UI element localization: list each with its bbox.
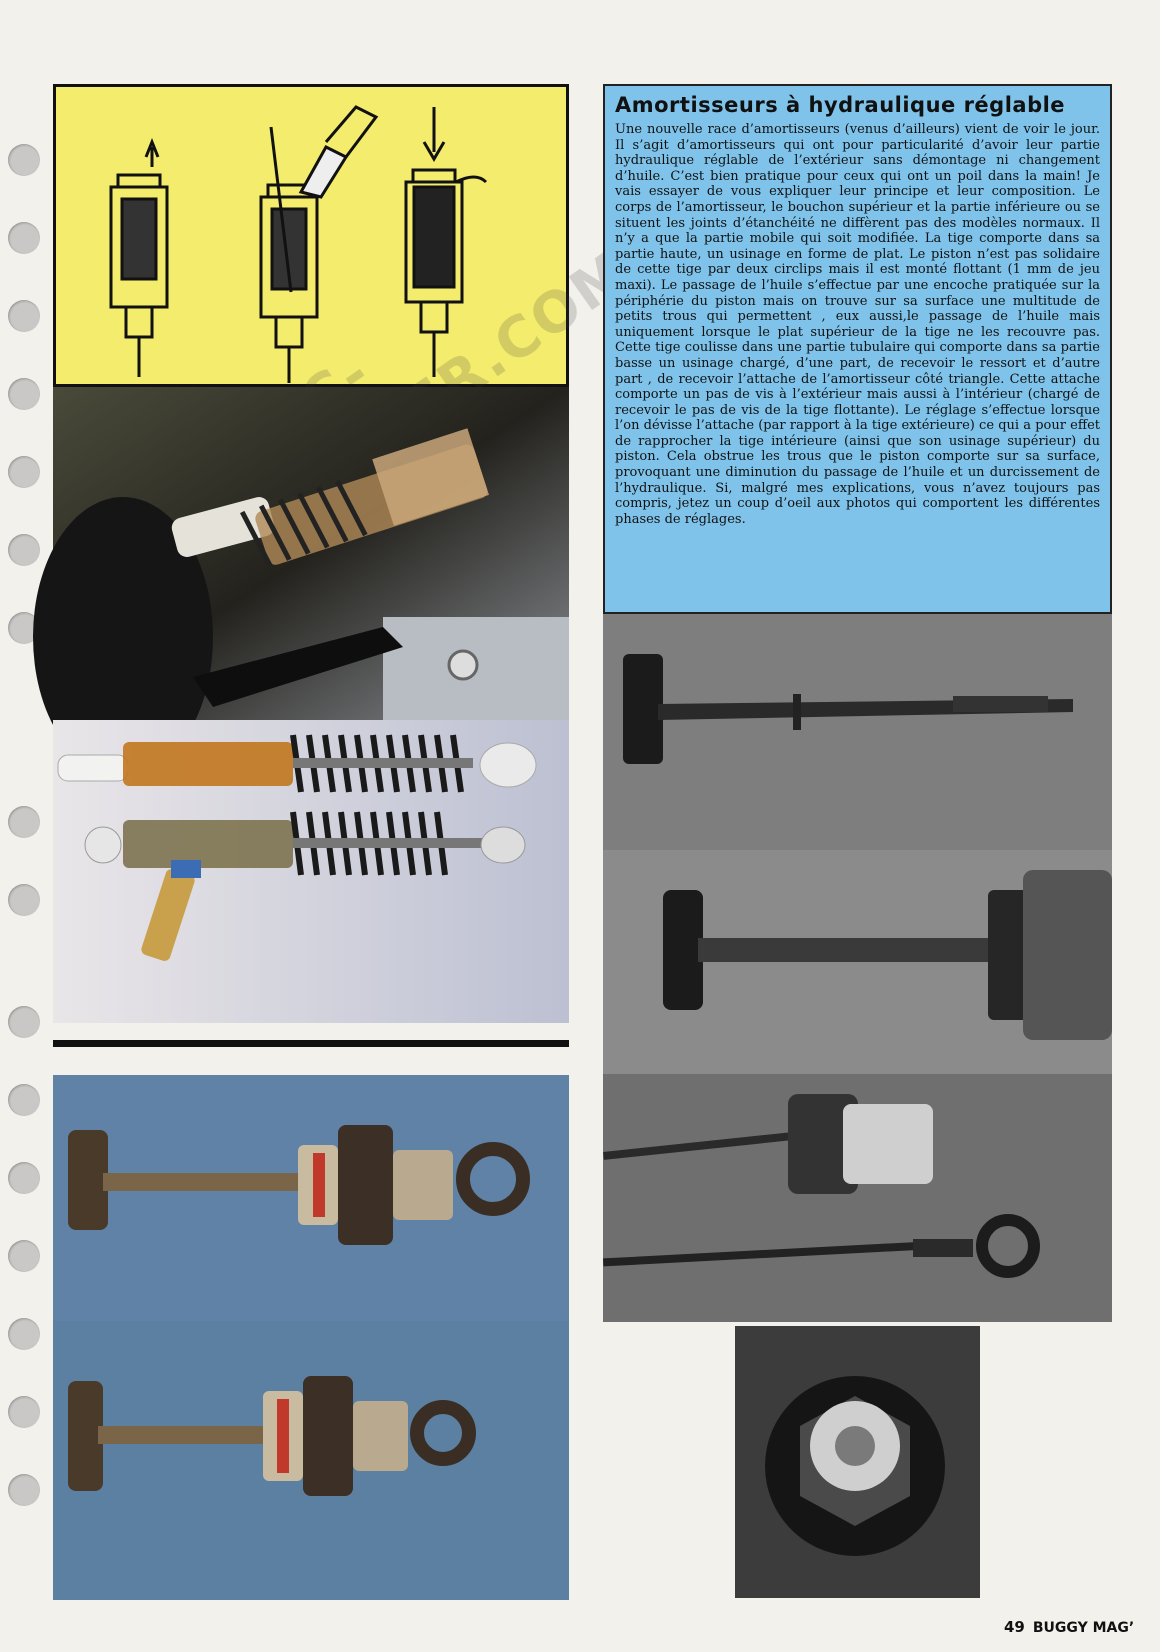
binder-hole (8, 1084, 40, 1116)
photo-shaft-adjuster-2 (53, 1321, 569, 1600)
binder-hole (8, 1474, 40, 1506)
photo-bw-threaded-attachment (603, 1074, 1112, 1322)
article-box (603, 84, 1112, 614)
binder-hole (8, 1318, 40, 1350)
magazine-name: BUGGY MAG’ (1032, 1620, 1135, 1636)
article-body: Une nouvelle race d’amortisseurs (venus d’ailleurs) vient de voir le jour. Il s’agit d’amortisseurs qui ont pour particularité d’avoir leur partie hydraulique réglable de l’extérieur sans démontage ni changement d’huile. C’est bien pratique pour ceux qui ont un poil dans la main! Je vais essayer de vous expliquer leur principe et leur composition. Le corps de l’amortisseur, le bouchon supérieur et la partie inférieure ou se situent les joints d’étanchéité ne diffèrent pas des modèles normaux. Il n’y a que la partie mobile qui soit modifiée. La tige comporte dans sa partie haute, un usinage en forme de plat. Le piston n’est pas solidaire de cette tige par deux circlips mais il est monté flottant (1 mm de jeu maxi). Le passage de l’huile s’effectue par une encoche pratiquée sur la périphérie du piston mais on trouve sur sa surface une multitude de petits trous qui permettent , eux aussi,le passage de l’huile mais uniquement lorsque le plat supérieur de la tige ne les recouvre pas. Cette tige coulisse dans une partie tubulaire qui comporte dans sa partie basse un usinage chargé, d’une part, de recevoir le ressort et d’autre part , de recevoir l’attache de l’amortisseur côté triangle. Cette attache comporte un pas de vis à l’extérieur mais aussi à l’intérieur (chargé de recevoir le pas de vis de la tige flottante). Le réglage s’effectue lorsque l’on dévisse l’attache (par rapport à la tige extérieure) ce qui a pour effet de rapprocher la tige intérieure (ainsi que son usinage supérieur) du piston. Cela obstrue les trous que le piston comporte sur sa surface, provoquant une diminution du passage de l’huile et un durcissement de l’hydraulique. Si, malgré mes explications, vous n’avez toujours pas compris, jetez un coup d’oeil aux photos qui comportent les différentes phases de réglages. (615, 122, 1100, 527)
shock-adjustment-diagram (53, 84, 644, 513)
binder-hole (8, 1240, 40, 1272)
binder-hole (8, 144, 40, 176)
photo-two-shocks (53, 720, 569, 1023)
horizontal-rule (53, 1040, 569, 1047)
binder-hole (8, 806, 40, 838)
photo-bw-inner-shaft (603, 614, 1112, 850)
article-title: Amortisseurs à hydraulique réglable (615, 93, 1066, 117)
page-footer (1004, 1618, 1134, 1636)
photo-bw-shaft-with-collar (603, 850, 1112, 1074)
binder-holes (8, 0, 42, 1652)
binder-hole (8, 222, 40, 254)
binder-hole (8, 456, 40, 488)
photo-shaft-adjuster-1 (53, 1075, 569, 1321)
binder-hole (8, 534, 40, 566)
binder-hole (8, 300, 40, 332)
binder-hole (8, 1162, 40, 1194)
photo-shock-mounted-on-buggy (53, 387, 569, 720)
watermark-text: RC-PAPER.COM (289, 238, 644, 513)
binder-hole (8, 1396, 40, 1428)
page-number: 49 (1004, 1618, 1025, 1636)
photo-bw-adjuster-closeup (735, 1326, 980, 1598)
binder-hole (8, 1006, 40, 1038)
binder-hole (8, 884, 40, 916)
binder-hole (8, 378, 40, 410)
